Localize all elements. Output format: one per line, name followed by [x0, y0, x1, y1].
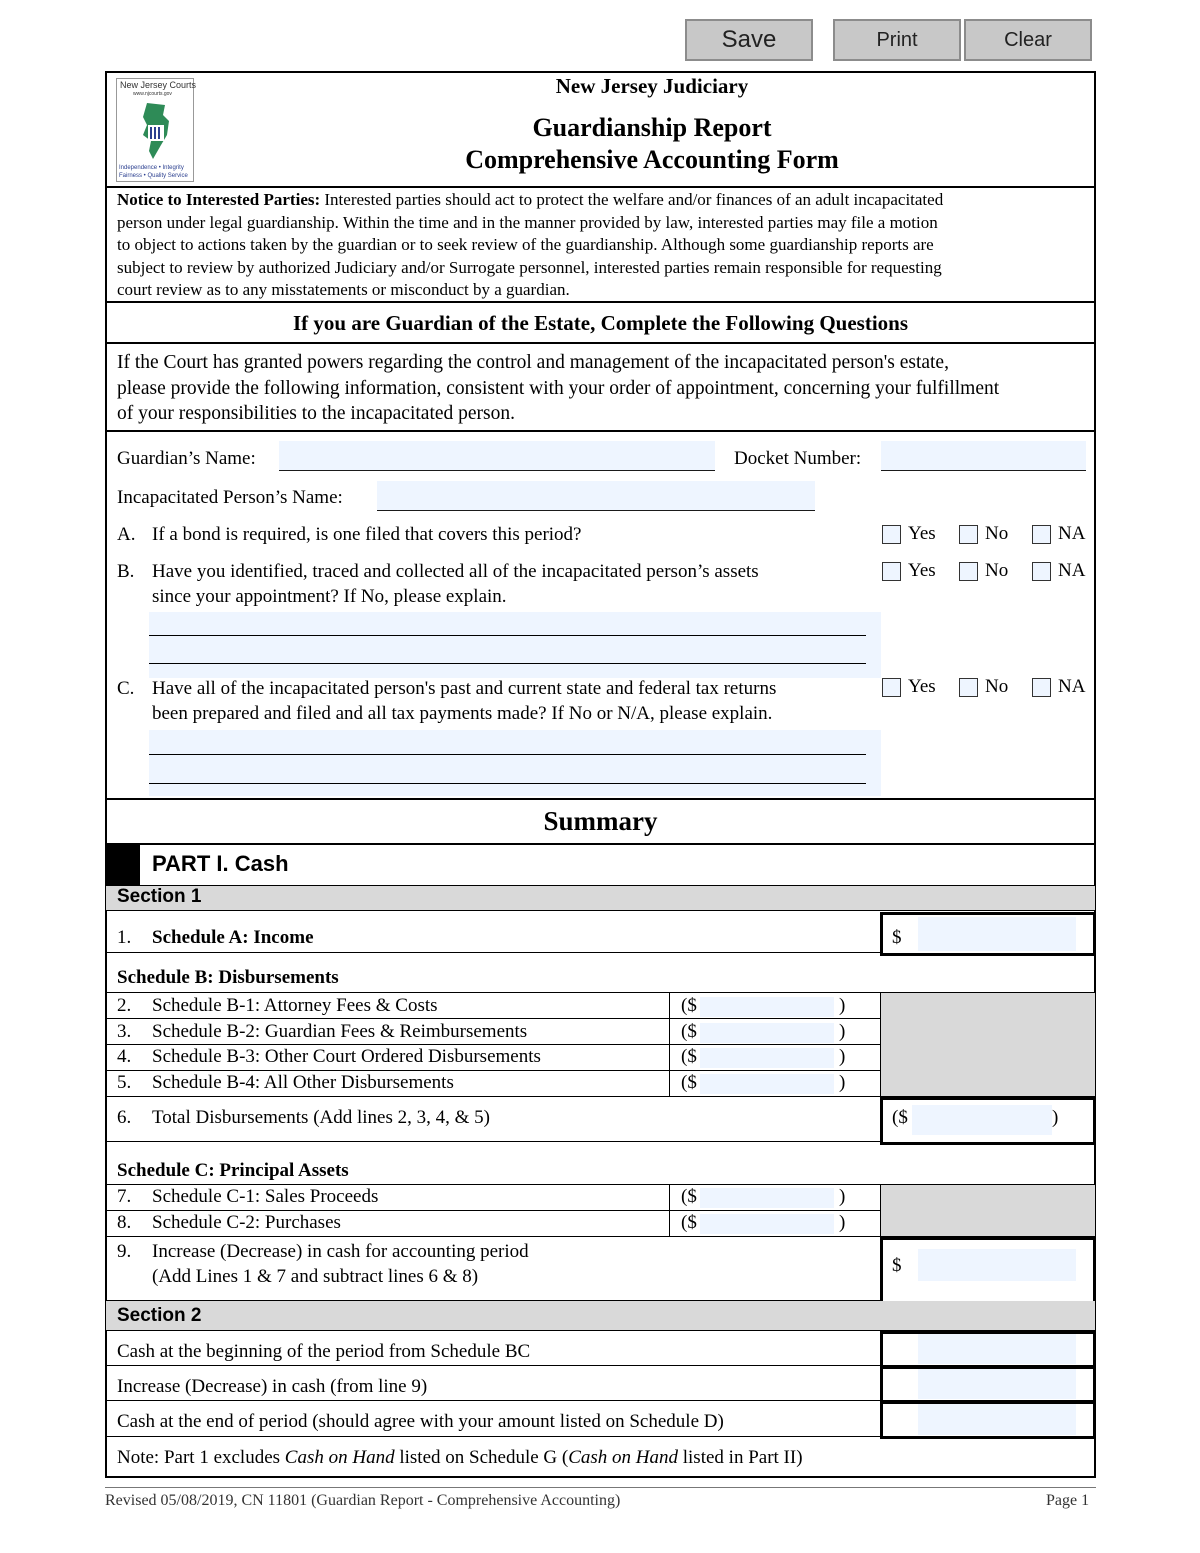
answer-line [149, 635, 866, 636]
line-4-label: Schedule B-3: Other Court Ordered Disbursements [152, 1046, 541, 1067]
question-b-text-1: Have you identified, traced and collected all of the incapacitated person’s assets [152, 561, 759, 582]
line-4-open-paren: ($ [681, 1046, 697, 1067]
line-4-close-paren: ) [839, 1046, 846, 1067]
print-button[interactable]: Print [833, 19, 961, 61]
save-button[interactable]: Save [685, 19, 813, 61]
line-8-close-paren: ) [839, 1212, 846, 1233]
line-3-label: Schedule B-2: Guardian Fees & Reimbursements [152, 1021, 528, 1042]
line-7-close-paren: ) [839, 1186, 846, 1207]
question-c-yes-checkbox[interactable] [882, 678, 901, 697]
logo-motto-2: Fairness • Quality Service [119, 173, 188, 179]
line-6-close-paren: ) [1052, 1107, 1059, 1128]
section-1-band [106, 886, 1095, 910]
divider [105, 952, 880, 953]
line-8-amount-field[interactable] [700, 1214, 834, 1234]
part-1-note [117, 1447, 803, 1469]
question-b-na-checkbox[interactable] [1032, 562, 1051, 581]
line-3-open-paren: ($ [681, 1021, 697, 1042]
line-3-close-paren: ) [839, 1021, 846, 1042]
notice-line-2: person under legal guardianship. Within the time and in the manner provided by law, interested parties may file a motion [117, 212, 938, 232]
section-2-line-2-label: Increase (Decrease) in cash (from line 9) [117, 1376, 428, 1397]
line-2-number: 2. [117, 995, 132, 1016]
line-8-number: 8. [117, 1212, 132, 1233]
answer-line [149, 663, 866, 664]
guardian-name-field[interactable] [279, 441, 715, 471]
question-a-number: A. [117, 524, 136, 545]
footer-rule [105, 1487, 1096, 1488]
question-c-text-1: Have all of the incapacitated person's past and current state and federal tax returns [152, 678, 777, 699]
question-b-number: B. [117, 561, 135, 582]
line-7-label: Schedule C-1: Sales Proceeds [152, 1186, 379, 1207]
no-label: No [985, 560, 1009, 581]
divider [880, 992, 881, 1096]
line-9-label-2: (Add Lines 1 & 7 and subtract lines 6 & 8) [152, 1266, 479, 1287]
note-text-3: listed in Part II) [678, 1447, 803, 1468]
intro-block [117, 350, 999, 427]
section-1-heading: Section 1 [117, 886, 202, 907]
question-b-yes-checkbox[interactable] [882, 562, 901, 581]
na-label: NA [1058, 560, 1086, 581]
notice-line-1: Interested parties should act to protect the welfare and/or finances of an adult incapacitated [320, 190, 944, 209]
schedule-b-heading: Schedule B: Disbursements [117, 967, 339, 988]
divider [105, 1018, 880, 1019]
line-7-amount-field[interactable] [700, 1188, 834, 1208]
question-a-na-checkbox[interactable] [1032, 525, 1051, 544]
divider [105, 843, 1096, 845]
guardian-name-label: Guardian’s Name: [117, 448, 256, 469]
schedule-c-grey-cell [881, 1185, 1095, 1236]
divider [105, 1044, 880, 1045]
line-2-amount-field[interactable] [700, 997, 834, 1017]
line-4-number: 4. [117, 1046, 132, 1067]
nj-map-icon [139, 101, 173, 161]
line-1-label: Schedule A: Income [152, 927, 314, 948]
notice-line-4: subject to review by authorized Judiciary and/or Surrogate personnel, interested parties remain responsible for requesting [117, 257, 942, 277]
line-4-amount-field[interactable] [700, 1048, 834, 1068]
footer-page-number: Page 1 [1046, 1492, 1090, 1509]
line-9-dollar: $ [892, 1255, 902, 1276]
question-a-no-checkbox[interactable] [959, 525, 978, 544]
logo-motto-1: Independence • Integrity [119, 165, 184, 171]
note-text-2: listed on Schedule G ( [394, 1447, 569, 1468]
line-5-close-paren: ) [839, 1072, 846, 1093]
question-c-number: C. [117, 678, 135, 699]
logo-top-text: New Jersey Courts [120, 80, 197, 90]
divider [880, 1184, 881, 1236]
divider [105, 1436, 880, 1437]
line-5-amount-field[interactable] [700, 1074, 834, 1094]
clear-button[interactable]: Clear [964, 19, 1092, 61]
section-2-line-1-label: Cash at the beginning of the period from Schedule BC [117, 1341, 531, 1362]
form-title-2: Comprehensive Accounting Form [465, 145, 839, 174]
question-a-text: If a bond is required, is one filed that covers this period? [152, 524, 582, 545]
answer-line [149, 783, 866, 784]
yes-label: Yes [908, 523, 936, 544]
section-2-line-2-field[interactable] [918, 1369, 1076, 1399]
org-name: New Jersey Judiciary [555, 74, 749, 98]
divider [105, 1400, 880, 1401]
intro-line-2: please provide the following information, consistent with your order of appointment, concerning your fulfillment [117, 377, 1000, 399]
question-c-na-checkbox[interactable] [1032, 678, 1051, 697]
notice-lead: Notice to Interested Parties: [117, 190, 321, 209]
line-5-label: Schedule B-4: All Other Disbursements [152, 1072, 454, 1093]
answer-line [149, 754, 866, 755]
form-title-1: Guardianship Report [532, 113, 772, 142]
divider [105, 342, 1096, 344]
incapacitated-name-label: Incapacitated Person’s Name: [117, 487, 343, 508]
question-c-no-checkbox[interactable] [959, 678, 978, 697]
divider [105, 1210, 880, 1211]
section-2-line-3-field[interactable] [918, 1404, 1076, 1435]
logo-url-text: www.njcourts.gov [133, 91, 172, 97]
footer-revision: Revised 05/08/2019, CN 11801 (Guardian Report - Comprehensive Accounting) [105, 1492, 621, 1509]
schedule-b-grey-cell [881, 993, 1095, 1096]
note-cash-on-hand-1: Cash on Hand [284, 1447, 395, 1468]
notice-line-5: court review as to any misstatements or misconduct by a guardian. [117, 280, 570, 300]
intro-line-1: If the Court has granted powers regarding the control and management of the incapacitated person's estate, [117, 352, 949, 373]
line-9-number: 9. [117, 1241, 132, 1262]
divider [105, 186, 1096, 188]
question-a-yes-checkbox[interactable] [882, 525, 901, 544]
line-3-number: 3. [117, 1021, 132, 1042]
divider [105, 301, 1096, 303]
intro-line-3: of your responsibilities to the incapacitated person. [117, 403, 516, 424]
note-text-1: Note: Part 1 excludes [117, 1447, 285, 1468]
notice-block [117, 189, 943, 302]
docket-number-label: Docket Number: [734, 448, 862, 469]
line-6-number: 6. [117, 1107, 132, 1128]
section-2-band [106, 1301, 1095, 1330]
estate-heading: If you are Guardian of the Estate, Complete the Following Questions [292, 311, 909, 335]
question-b-explanation-field[interactable] [149, 612, 881, 678]
yes-label: Yes [908, 560, 936, 581]
summary-title: Summary [543, 806, 658, 836]
notice-line-3: to object to actions taken by the guardian or to seek review of the guardianship. Although some guardianship reports are [117, 235, 934, 255]
divider [105, 910, 1096, 911]
docket-number-field[interactable] [881, 441, 1086, 471]
na-label: NA [1058, 523, 1086, 544]
line-8-label: Schedule C-2: Purchases [152, 1212, 341, 1233]
divider [105, 798, 1096, 800]
yes-label: Yes [908, 676, 936, 697]
divider [105, 1365, 880, 1366]
divider [105, 1070, 880, 1071]
section-2-heading: Section 2 [117, 1305, 202, 1326]
line-3-amount-field[interactable] [700, 1023, 834, 1043]
question-c-text-2: been prepared and filed and all tax payments made? If No or N/A, please explain. [152, 703, 773, 724]
line-5-number: 5. [117, 1072, 132, 1093]
part-marker [105, 844, 140, 885]
section-2-line-1-field[interactable] [918, 1334, 1076, 1364]
nj-courts-logo [116, 78, 197, 182]
question-b-no-checkbox[interactable] [959, 562, 978, 581]
part-1-heading: PART I. Cash [152, 851, 289, 876]
line-2-close-paren: ) [839, 995, 846, 1016]
line-6-open-paren: ($ [892, 1107, 908, 1128]
line-9-amount-field[interactable] [918, 1249, 1076, 1281]
line-8-open-paren: ($ [681, 1212, 697, 1233]
line-6-amount-field[interactable] [912, 1105, 1052, 1135]
section-2-line-3-label: Cash at the end of period (should agree with your amount listed on Schedule D) [117, 1411, 724, 1432]
incapacitated-name-field[interactable] [377, 481, 815, 511]
line-1-number: 1. [117, 927, 132, 948]
question-b-text-2: since your appointment? If No, please explain. [152, 586, 507, 607]
divider [105, 430, 1096, 432]
question-c-explanation-field[interactable] [149, 730, 881, 796]
na-label: NA [1058, 676, 1086, 697]
line-6-label: Total Disbursements (Add lines 2, 3, 4, & 5) [152, 1107, 490, 1128]
no-label: No [985, 676, 1009, 697]
no-label: No [985, 523, 1009, 544]
schedule-c-heading: Schedule C: Principal Assets [117, 1160, 349, 1181]
line-2-label: Schedule B-1: Attorney Fees & Costs [152, 995, 438, 1016]
note-cash-on-hand-2: Cash on Hand [568, 1447, 678, 1468]
line-1-amount-field[interactable] [918, 917, 1076, 951]
line-9-label-1: Increase (Decrease) in cash for accounting period [152, 1241, 529, 1262]
divider [105, 1141, 880, 1142]
line-1-dollar: $ [892, 927, 902, 948]
line-2-open-paren: ($ [681, 995, 697, 1016]
line-5-open-paren: ($ [681, 1072, 697, 1093]
line-7-number: 7. [117, 1186, 132, 1207]
line-7-open-paren: ($ [681, 1186, 697, 1207]
